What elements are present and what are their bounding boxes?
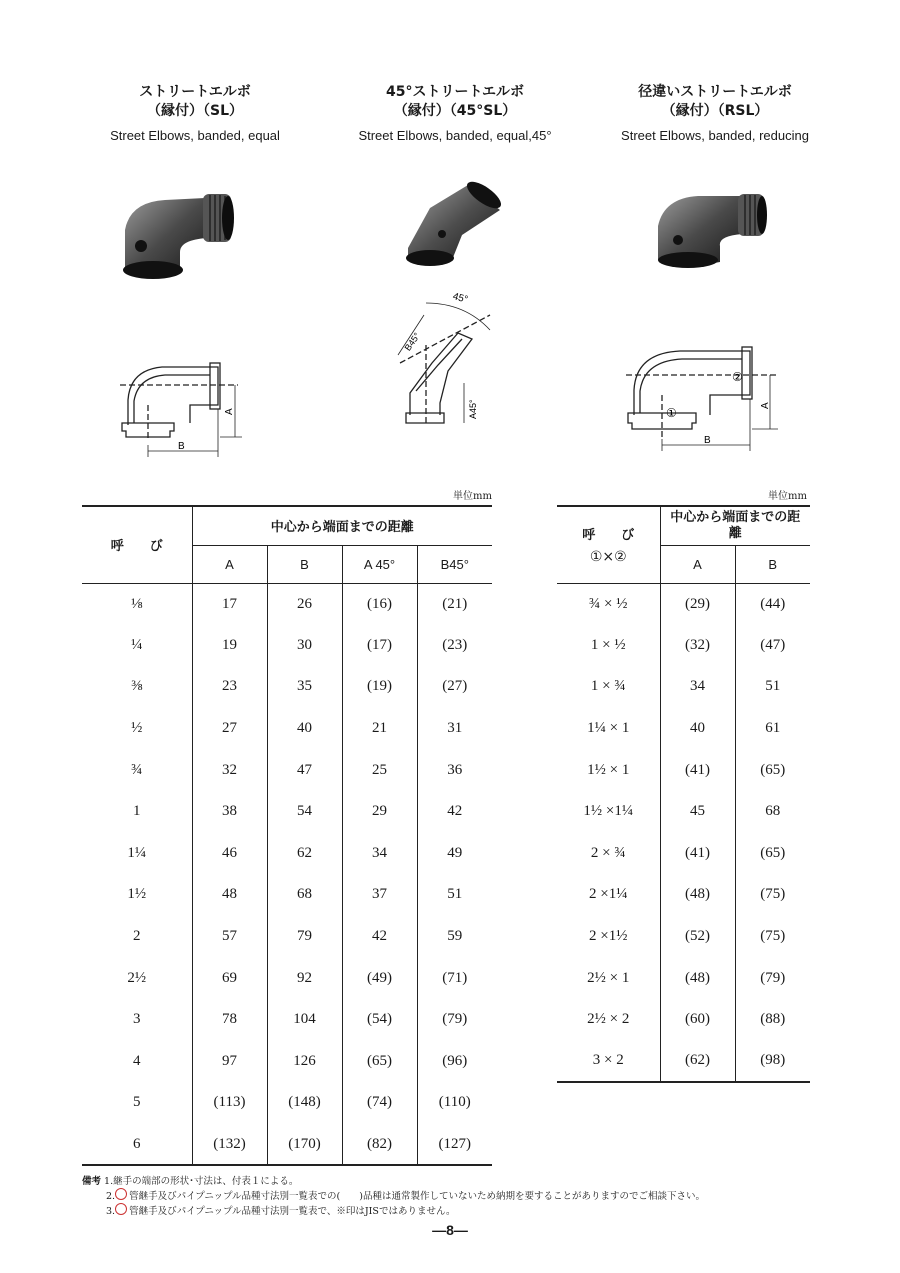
table-cell: (82) <box>342 1124 417 1166</box>
product-title-en-rsl: Street Elbows, banded, reducing <box>621 128 809 143</box>
table-cell: 37 <box>342 874 417 916</box>
table-cell: (48) <box>660 874 735 916</box>
table-cell: (79) <box>442 1011 468 1028</box>
table-cell: 59 <box>447 928 463 945</box>
row-nominal-cell: 1 × ¾ <box>557 666 660 708</box>
dim-label-b: B <box>704 435 711 446</box>
table-cell: (110) <box>438 1094 471 1111</box>
title-jp-line1: 径違いストリートエルボ <box>638 84 792 100</box>
row-nominal-cell: 2 <box>82 916 192 958</box>
table-cell: 17 <box>192 583 267 625</box>
col-header-b: B <box>735 545 810 583</box>
dimension-table-rsl <box>557 505 810 1083</box>
table-row <box>82 749 492 791</box>
row-nominal-cell: ⅛ <box>82 583 192 625</box>
table-row <box>557 791 810 833</box>
row-nominal-cell: 2½ × 2 <box>557 999 660 1041</box>
table-cell: (74) <box>342 1082 417 1124</box>
note-3: 管継手及びパイプニップル品種寸法別一覧表で、※印はJISではありません。 <box>129 1206 456 1217</box>
row-nominal-cell: 2½ × 1 <box>557 957 660 999</box>
row-nominal-cell: 1 <box>82 791 192 833</box>
row-nominal-cell: 2 × ¾ <box>557 833 660 875</box>
distance-group-header: 中心から端面までの距離 <box>660 506 810 545</box>
table-cell: 30 <box>267 625 342 667</box>
row-nominal-cell: 2 ×1½ <box>557 916 660 958</box>
table-cell: (148) <box>267 1082 342 1124</box>
table-cell: 21 <box>342 708 417 750</box>
row-nominal-cell: 1½ × 1 <box>557 749 660 791</box>
col-header-a: A <box>192 545 267 583</box>
table-cell: (96) <box>442 1052 468 1069</box>
45sl-dimension-drawing <box>380 285 515 435</box>
title-jp-line2: （縁付）（RSL） <box>661 103 769 119</box>
table-cell: 49 <box>447 844 463 861</box>
table-cell: 38 <box>192 791 267 833</box>
row-nominal-cell: 6 <box>82 1124 192 1166</box>
table-cell: (41) <box>660 833 735 875</box>
row-nominal-cell: ¾ × ½ <box>557 583 660 625</box>
table-cell: 62 <box>267 833 342 875</box>
row-nominal-cell: ½ <box>82 708 192 750</box>
title-jp-line1: ストリートエルボ <box>139 84 251 100</box>
table-cell: (21) <box>442 595 468 612</box>
table-cell: (98) <box>760 1052 786 1069</box>
table-cell: 79 <box>267 916 342 958</box>
table-row <box>557 916 810 958</box>
table-row <box>82 791 492 833</box>
table-cell: 47 <box>267 749 342 791</box>
table-cell: (17) <box>342 625 417 667</box>
row-nominal-cell: ⅜ <box>82 666 192 708</box>
table-cell: 26 <box>267 583 342 625</box>
table-cell: 68 <box>765 803 781 820</box>
table-cell: 45 <box>660 791 735 833</box>
table-cell: (62) <box>660 1041 735 1083</box>
dim-label-circle-1: ① <box>666 406 677 420</box>
row-nominal-cell: 2 ×1¼ <box>557 874 660 916</box>
table-cell: (65) <box>342 1041 417 1083</box>
note-1: 1.継手の端部の形状･寸法は、付表１による。 <box>104 1176 299 1187</box>
table-body <box>82 583 492 1165</box>
table-row <box>557 874 810 916</box>
table-row <box>82 708 492 750</box>
table-cell: (60) <box>660 999 735 1041</box>
col-header-b45: B45° <box>417 545 492 583</box>
table-cell: (79) <box>760 969 786 986</box>
dim-label-circle-2: ② <box>732 370 743 384</box>
note-2-number: 2. <box>106 1191 116 1202</box>
table-body <box>557 583 810 1082</box>
row-nominal-cell: 3 <box>82 999 192 1041</box>
table-cell: 35 <box>267 666 342 708</box>
table-cell: (49) <box>342 957 417 999</box>
table-row <box>82 916 492 958</box>
col-nominal-header <box>557 506 660 583</box>
dimension-table-sl <box>82 505 492 1166</box>
table-cell: 42 <box>342 916 417 958</box>
table-cell: (54) <box>342 999 417 1041</box>
table-cell: (16) <box>342 583 417 625</box>
row-nominal-cell: 1 × ½ <box>557 625 660 667</box>
row-nominal-cell: 3 × 2 <box>557 1041 660 1083</box>
row-nominal-cell: 5 <box>82 1082 192 1124</box>
rsl-dimension-drawing <box>620 335 785 460</box>
table-cell: (29) <box>660 583 735 625</box>
table-row <box>82 874 492 916</box>
table-row <box>82 833 492 875</box>
notes-section <box>82 1175 842 1218</box>
table-cell: 29 <box>342 791 417 833</box>
table-row <box>82 666 492 708</box>
table-cell: (75) <box>760 928 786 945</box>
col-nominal-label: 呼 び <box>582 528 635 544</box>
unit-label-right: 単位mm <box>768 491 807 502</box>
row-nominal-cell: 1¼ × 1 <box>557 708 660 750</box>
row-nominal-cell: 1½ <box>82 874 192 916</box>
product-title-45sl <box>345 83 565 121</box>
unit-label-left: 単位mm <box>453 491 492 502</box>
row-nominal-cell: 1½ ×1¼ <box>557 791 660 833</box>
table-cell: (48) <box>660 957 735 999</box>
col-nominal-header: 呼 び <box>82 506 192 583</box>
title-jp-line2: （縁付）（SL） <box>146 103 243 119</box>
table-cell: 25 <box>342 749 417 791</box>
title-jp-line1: 45°ストリートエルボ <box>386 84 524 100</box>
table-cell: 48 <box>192 874 267 916</box>
table-cell: (41) <box>660 749 735 791</box>
table-cell: (27) <box>442 678 468 695</box>
table-cell: 61 <box>765 720 781 737</box>
table-cell: 68 <box>267 874 342 916</box>
table-cell: (52) <box>660 916 735 958</box>
dim-label-a: A <box>224 408 235 415</box>
table-row <box>82 957 492 999</box>
col-header-a45: A 45° <box>342 545 417 583</box>
dim-label-a: A <box>760 402 771 409</box>
col-header-b: B <box>267 545 342 583</box>
table-row <box>557 625 810 667</box>
dim-label-a45: A45° <box>468 399 478 419</box>
table-cell: (44) <box>760 595 786 612</box>
table-cell: 32 <box>192 749 267 791</box>
table-cell: 51 <box>447 886 463 903</box>
table-row <box>557 999 810 1041</box>
table-cell: 36 <box>447 761 463 778</box>
table-cell: (88) <box>760 1011 786 1028</box>
table-cell: 31 <box>447 720 463 737</box>
reducing-street-elbow-photo <box>650 188 775 273</box>
title-jp-line2: （縁付）（45°SL） <box>393 103 517 119</box>
product-title-en-45sl: Street Elbows, banded, equal,45° <box>358 128 552 143</box>
table-row <box>82 999 492 1041</box>
table-cell: 42 <box>447 803 463 820</box>
table-cell: (23) <box>442 636 468 653</box>
table-cell: 57 <box>192 916 267 958</box>
ring-mark-icon <box>115 1188 127 1200</box>
45-street-elbow-photo <box>400 180 515 275</box>
dim-label-b45: B45° <box>402 330 423 353</box>
table-cell: 19 <box>192 625 267 667</box>
row-nominal-cell: 4 <box>82 1041 192 1083</box>
table-cell: 69 <box>192 957 267 999</box>
product-title-rsl <box>605 83 825 121</box>
distance-group-header: 中心から端面までの距離 <box>192 506 492 545</box>
table-cell: (65) <box>760 844 786 861</box>
table-cell: 40 <box>267 708 342 750</box>
table-cell: (170) <box>267 1124 342 1166</box>
table-cell: 97 <box>192 1041 267 1083</box>
product-title-sl <box>85 83 305 121</box>
note-2: 管継手及びパイプニップル品種寸法別一覧表での( )品種は通常製作していないため納期を要することがありますのでご相談下さい。 <box>129 1191 705 1202</box>
table-row <box>82 1082 492 1124</box>
table-cell: 46 <box>192 833 267 875</box>
row-nominal-cell: 1¼ <box>82 833 192 875</box>
street-elbow-photo <box>115 190 240 285</box>
table-cell: 27 <box>192 708 267 750</box>
row-nominal-cell: ¼ <box>82 625 192 667</box>
table-cell: (132) <box>192 1124 267 1166</box>
table-row <box>82 583 492 625</box>
table-cell: 54 <box>267 791 342 833</box>
table-cell: 92 <box>267 957 342 999</box>
table-cell: 34 <box>660 666 735 708</box>
table-row <box>82 1041 492 1083</box>
table-row <box>557 833 810 875</box>
table-row <box>82 1124 492 1166</box>
row-nominal-cell: 2½ <box>82 957 192 999</box>
page-number: —8— <box>432 1222 468 1238</box>
table-cell: 40 <box>660 708 735 750</box>
table-cell: (65) <box>760 761 786 778</box>
table-cell: 104 <box>267 999 342 1041</box>
table-row <box>557 666 810 708</box>
table-cell: (32) <box>660 625 735 667</box>
dim-label-b: B <box>178 441 185 452</box>
dim-label-angle: 45° <box>451 291 469 306</box>
table-cell: (75) <box>760 886 786 903</box>
notes-label: 備考 <box>82 1176 102 1187</box>
table-cell: 51 <box>765 678 781 695</box>
table-row <box>557 957 810 999</box>
note-3-number: 3. <box>106 1206 116 1217</box>
table-cell: (71) <box>442 969 468 986</box>
col-header-a: A <box>660 545 735 583</box>
table-cell: (113) <box>192 1082 267 1124</box>
table-cell: (19) <box>342 666 417 708</box>
col-nominal-size-label: ①×② <box>589 549 627 566</box>
table-cell: 23 <box>192 666 267 708</box>
table-cell: 126 <box>267 1041 342 1083</box>
table-row <box>557 583 810 625</box>
sl-dimension-drawing <box>110 345 250 465</box>
row-nominal-cell: ¾ <box>82 749 192 791</box>
product-title-en-sl: Street Elbows, banded, equal <box>110 128 280 143</box>
table-cell: 34 <box>342 833 417 875</box>
table-cell: (47) <box>760 636 786 653</box>
table-cell: (127) <box>438 1135 471 1152</box>
ring-mark-icon <box>115 1203 127 1215</box>
table-row <box>557 708 810 750</box>
table-row <box>557 1041 810 1083</box>
table-row <box>557 749 810 791</box>
table-row <box>82 625 492 667</box>
table-cell: 78 <box>192 999 267 1041</box>
